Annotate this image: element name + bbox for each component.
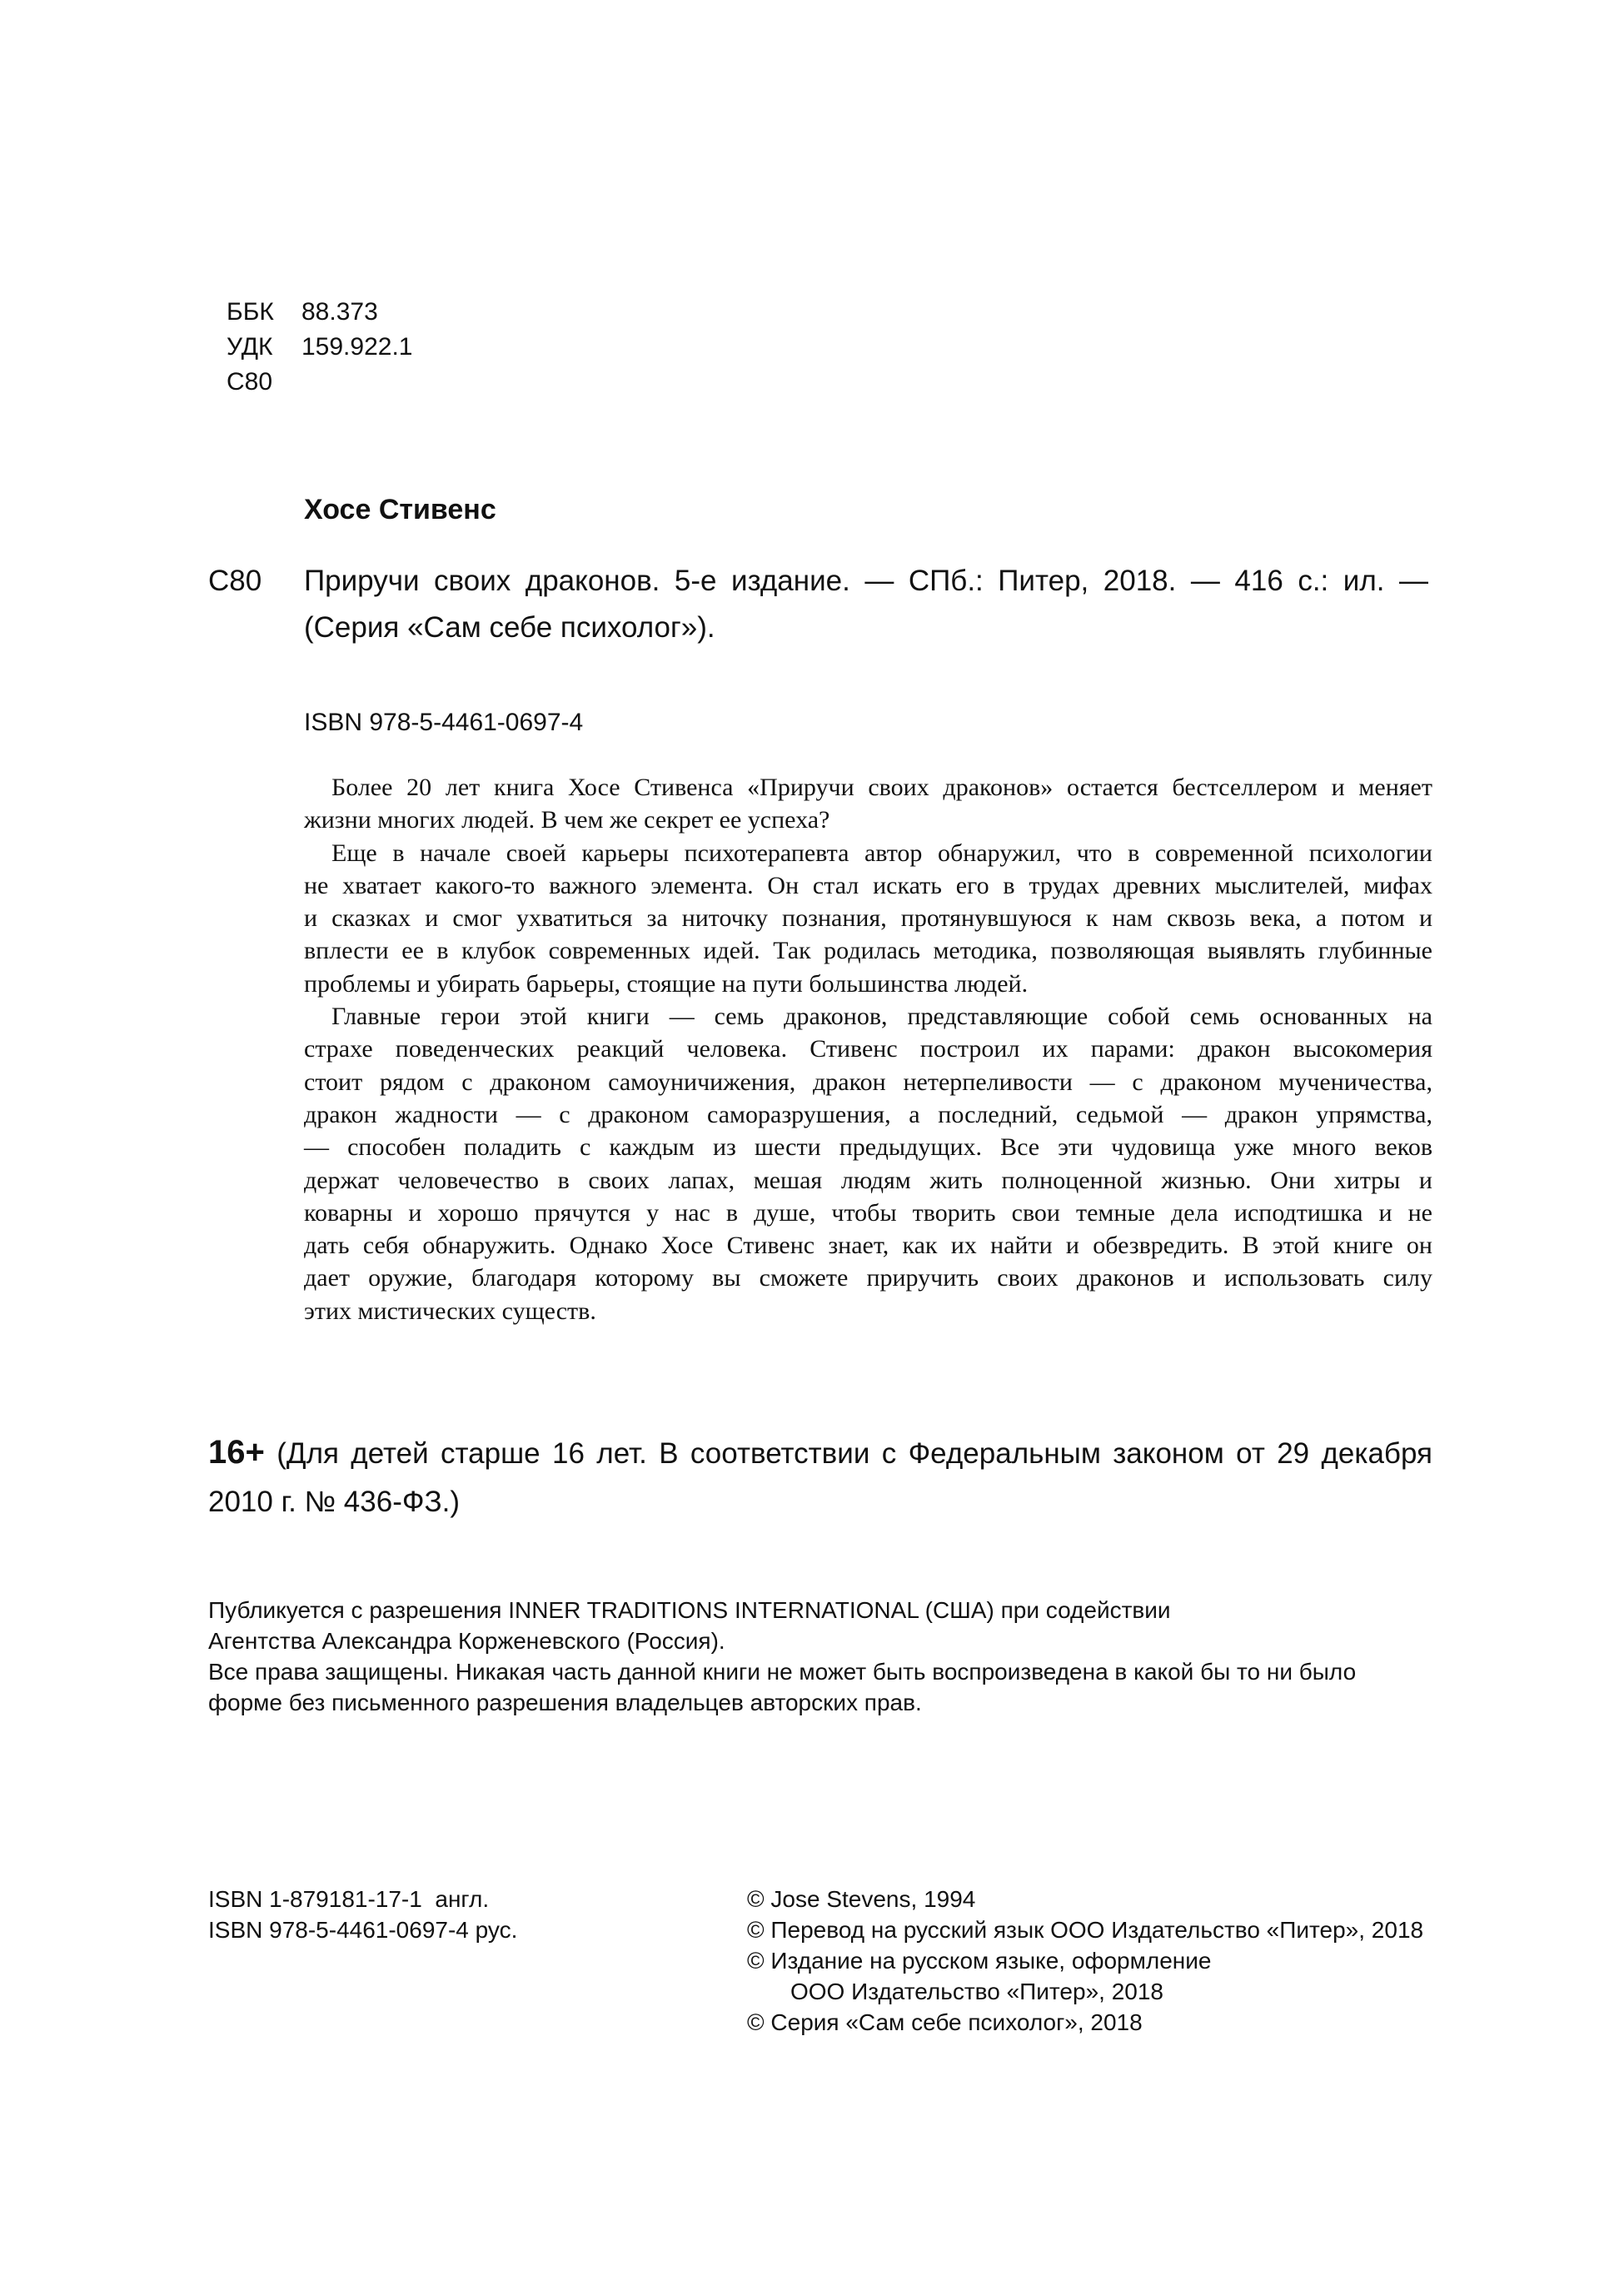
age-rating-mark: 16+ bbox=[208, 1434, 265, 1471]
age-rating-line bbox=[208, 1428, 1432, 1478]
copyright-item: © Издание на русском языке, оформление bbox=[747, 1948, 1212, 1974]
annotation-line: держат человечество в своих лапах, мешая людям жить полноценной жизнью. Они хитры и bbox=[304, 1166, 1432, 1194]
annotation-line: жизни многих людей. В чем же секрет ее успеха? bbox=[304, 806, 830, 834]
annotation-line: Главные герои этой книги — семь драконов, представляющие собой семь основанных на bbox=[331, 1003, 1432, 1031]
rights-line: форме без письменного разрешения владельцев авторских прав. bbox=[208, 1690, 922, 1715]
age-rating-line: 2010 г. № 436-ФЗ.) bbox=[208, 1486, 460, 1518]
annotation-line: вплести ее в клубок современных идей. Так родилась методика, позволяющая выявлять глубинные bbox=[304, 937, 1432, 965]
udk-label: УДК bbox=[227, 333, 273, 361]
annotation-line: Более 20 лет книга Хосе Стивенса «Приручи своих драконов» остается бестселлером и меняет bbox=[331, 774, 1432, 801]
annotation-line: Еще в начале своей карьеры психотерапевта автор обнаружил, что в современной психологии bbox=[331, 839, 1432, 867]
bibliographic-line: (Серия «Сам себе психолог»). bbox=[304, 611, 715, 644]
bibliographic-description bbox=[304, 558, 1428, 651]
copyright-item: ООО Издательство «Питер», 2018 bbox=[790, 1979, 1163, 2004]
author-name: Хосе Стивенс bbox=[304, 494, 496, 525]
annotation-line: страхе поведенческих реакций человека. Стивенс построил их парами: дракон высокомерия bbox=[304, 1035, 1432, 1063]
rights-line: Все права защищены. Никакая часть данной книги не может быть воспроизведена в какой бы то ни было bbox=[208, 1659, 1357, 1685]
udk-value: 159.922.1 bbox=[301, 333, 413, 361]
isbn-list-item: ISBN 1-879181-17-1 англ. bbox=[208, 1886, 490, 1912]
copyright-item: © Jose Stevens, 1994 bbox=[747, 1886, 976, 1912]
annotation-line: стоит рядом с драконом самоуничижения, дракон нетерпеливости — с драконом мученичества, bbox=[304, 1068, 1432, 1096]
annotation-line: — способен поладить с каждым из шести предыдущих. Все эти чудовища уже много веков bbox=[304, 1133, 1432, 1162]
annotation-line: коварны и хорошо прячутся у нас в душе, чтобы творить свои темные дела исподтишка и не bbox=[304, 1198, 1432, 1227]
bbk-value: 88.373 bbox=[301, 298, 378, 326]
age-rating-text: (Для детей старше 16 лет. В соответствии с Федеральным законом от 29 декабря bbox=[276, 1437, 1432, 1470]
isbn-list bbox=[208, 1884, 517, 1945]
rights-line: Агентства Александра Корженевского (Россия). bbox=[208, 1628, 725, 1654]
bibliographic-code: С80 bbox=[208, 565, 262, 597]
annotation-line: дать себя обнаружить. Однако Хосе Стивенс знает, как их найти и обезвредить. В этой книге он bbox=[304, 1232, 1432, 1260]
age-rating bbox=[208, 1428, 1432, 1526]
annotation-line: этих мистических существ. bbox=[304, 1297, 596, 1325]
isbn-list-item: ISBN 978-5-4461-0697-4 рус. bbox=[208, 1917, 518, 1943]
annotation-line: не хватает какого-то важного элемента. Он стал искать его в трудах древних мыслителей, мифах bbox=[304, 871, 1432, 899]
isbn-main: ISBN 978-5-4461-0697-4 bbox=[304, 709, 584, 736]
annotation-line: проблемы и убирать барьеры, стоящие на пути большинства людей. bbox=[304, 969, 1029, 998]
annotation-line: и сказках и смог ухватиться за ниточку познания, протянувшуюся к нам сквозь века, а потом и bbox=[304, 904, 1432, 933]
bibliographic-line: Приручи своих драконов. 5-е издание. — СПб.: Питер, 2018. — 416 с.: ил. — bbox=[304, 565, 1428, 597]
copyright-item: © Серия «Сам себе психолог», 2018 bbox=[747, 2009, 1143, 2035]
udk-row bbox=[227, 331, 412, 364]
copyright-item: © Перевод на русский язык ООО Издательство «Питер», 2018 bbox=[747, 1917, 1424, 1943]
annotation bbox=[304, 771, 1432, 1327]
bbk-row bbox=[227, 296, 378, 329]
bbk-label: ББК bbox=[227, 298, 274, 326]
copyright-list bbox=[747, 1884, 1423, 2038]
annotation-line: дает оружие, благодаря которому вы сможете приручить своих драконов и использовать силу bbox=[304, 1264, 1432, 1292]
author-mark-row bbox=[227, 366, 301, 399]
rights-line: Публикуется с разрешения INNER TRADITIONS INTERNATIONAL (США) при содействии bbox=[208, 1597, 1171, 1623]
annotation-line: дракон жадности — с драконом саморазрушения, а последний, седьмой — дракон упрямства, bbox=[304, 1100, 1432, 1128]
author-mark: С80 bbox=[227, 368, 273, 396]
rights-notice bbox=[208, 1595, 1432, 1718]
